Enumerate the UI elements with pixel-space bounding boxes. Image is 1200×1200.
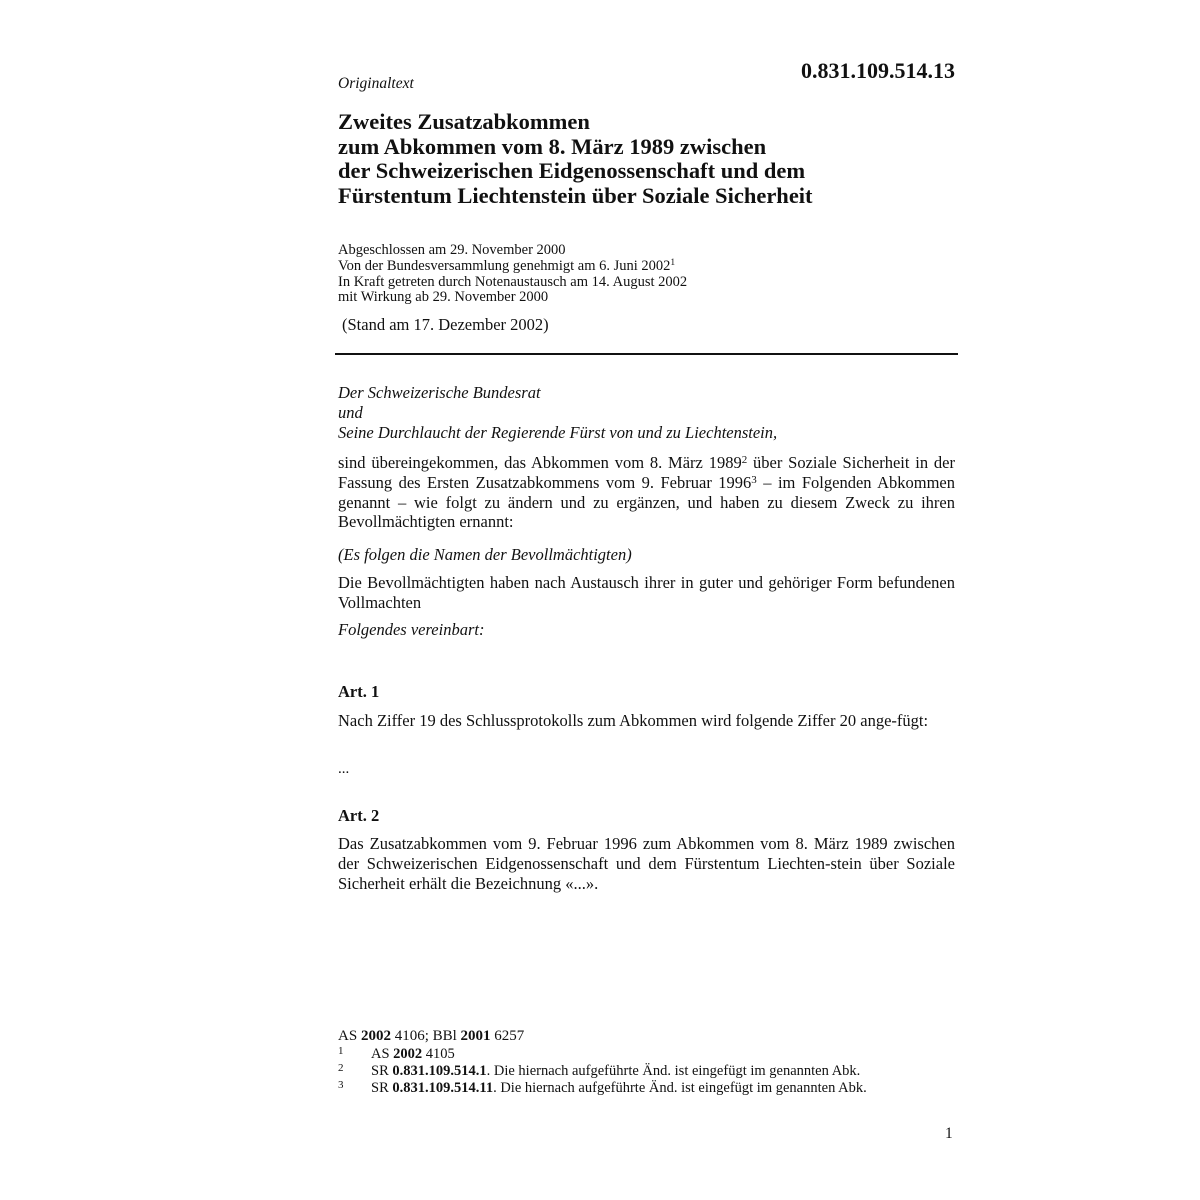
article-2-heading: Art. 2 — [338, 806, 380, 825]
footnote-1: 1 AS 2002 4105 — [338, 1045, 455, 1062]
footnote-text: . Die hiernach aufgeführte Änd. ist eingefügt im genannten Abk. — [493, 1080, 867, 1096]
title-line: zum Abkommen vom 8. März 1989 zwischen — [338, 133, 767, 159]
preamble-intro — [338, 453, 955, 532]
footnote-3: 3 SR 0.831.109.514.11. Die hiernach aufgeführte Änd. ist eingefügt im genannten Abk. — [338, 1079, 867, 1096]
title-line: Zweites Zusatzabkommen — [338, 109, 590, 134]
preamble-parties — [338, 383, 955, 442]
source-year: 2002 — [360, 1028, 391, 1044]
conclusion-metadata — [338, 243, 687, 306]
intro-text: – im Folgenden Abkommen genannt – wie folgt zu ändern und zu ergänzen, und haben zu diesem Zweck zu ihren Bevollmächtigten ernannt: — [338, 472, 955, 532]
footnote-bold: 0.831.109.514.11 — [392, 1080, 494, 1096]
footnote-text: SR — [371, 1080, 393, 1096]
intro-text: sind übereingekommen, das Abkommen vom 8. März 1989 — [338, 453, 742, 472]
document-title — [338, 110, 958, 208]
approval-text: Von der Bundesversammlung genehmigt am 6. Juni 2002 — [338, 257, 671, 274]
footnote-ref[interactable]: 3 — [751, 473, 757, 486]
title-line: Fürstentum Liechtenstein über Soziale Sicherheit — [338, 182, 813, 208]
party-liechtenstein: Seine Durchlaucht der Regierende Fürst von und zu Liechtenstein, — [338, 422, 778, 442]
original-text-label: Originaltext — [338, 75, 414, 92]
agreed-clause: Folgendes vereinbart: — [338, 620, 485, 639]
in-force-line: In Kraft getreten durch Notenaustausch am 14. August 2002 — [338, 273, 688, 290]
footnote-2: 2 SR 0.831.109.514.1. Die hiernach aufgeführte Änd. ist eingefügt im genannten Abk. — [338, 1062, 861, 1079]
source-year: 2001 — [460, 1028, 491, 1044]
intro-text: über Soziale Sicherheit in der Fassung des Ersten Zusatzabkommens vom 9. Februar 1996 — [338, 453, 955, 492]
source-text: AS — [338, 1028, 361, 1044]
source-text: 6257 — [490, 1028, 525, 1044]
credentials-exchange: Die Bevollmächtigten haben nach Austausch ihrer in guter und gehöriger Form befundenen Vollmachten — [338, 573, 955, 612]
footnote-text: SR — [371, 1063, 393, 1079]
article-1-ellipsis: ... — [338, 761, 350, 777]
footnote-ref[interactable]: 2 — [741, 454, 748, 466]
footnote-bold: 0.831.109.514.1 — [392, 1063, 487, 1079]
source-reference — [338, 1028, 524, 1045]
footnote-ref[interactable]: 1 — [670, 257, 676, 268]
concluded-date: Abgeschlossen am 29. November 2000 — [338, 242, 566, 258]
page-number: 1 — [945, 1125, 953, 1142]
title-line: der Schweizerischen Eidgenossenschaft und dem — [338, 158, 806, 183]
footnote-bold: 2002 — [393, 1046, 423, 1062]
source-text: 4106; BBl — [390, 1028, 461, 1044]
footnote-text: . Die hiernach aufgeführte Änd. ist eingefügt im genannten Abk. — [486, 1063, 861, 1079]
article-1-text: Nach Ziffer 19 des Schlussprotokolls zum Abkommen wird folgende Ziffer 20 ange-fügt: — [338, 711, 929, 730]
article-2-text: Das Zusatzabkommen vom 9. Februar 1996 zum Abkommen vom 8. März 1989 zwischen der Schweizerischen Eidgenossenschaft und dem Fürstentum Liechten-stein über Soziale Sicherheit erhält die Bezeichnung «...». — [338, 834, 955, 893]
conjunction: und — [338, 402, 363, 422]
horizontal-rule — [335, 353, 958, 355]
footnote-text: AS — [371, 1046, 394, 1062]
status-date: (Stand am 17. Dezember 2002) — [342, 315, 549, 334]
article-1-heading: Art. 1 — [338, 682, 380, 701]
effective-line: mit Wirkung ab 29. November 2000 — [338, 289, 549, 306]
party-switzerland: Der Schweizerische Bundesrat — [338, 383, 541, 402]
footnote-text: 4105 — [422, 1046, 455, 1062]
plenipotentiaries-note: (Es folgen die Namen der Bevollmächtigten) — [338, 545, 632, 564]
approval-line — [338, 259, 687, 275]
sr-number: 0.831.109.514.13 — [801, 58, 955, 83]
